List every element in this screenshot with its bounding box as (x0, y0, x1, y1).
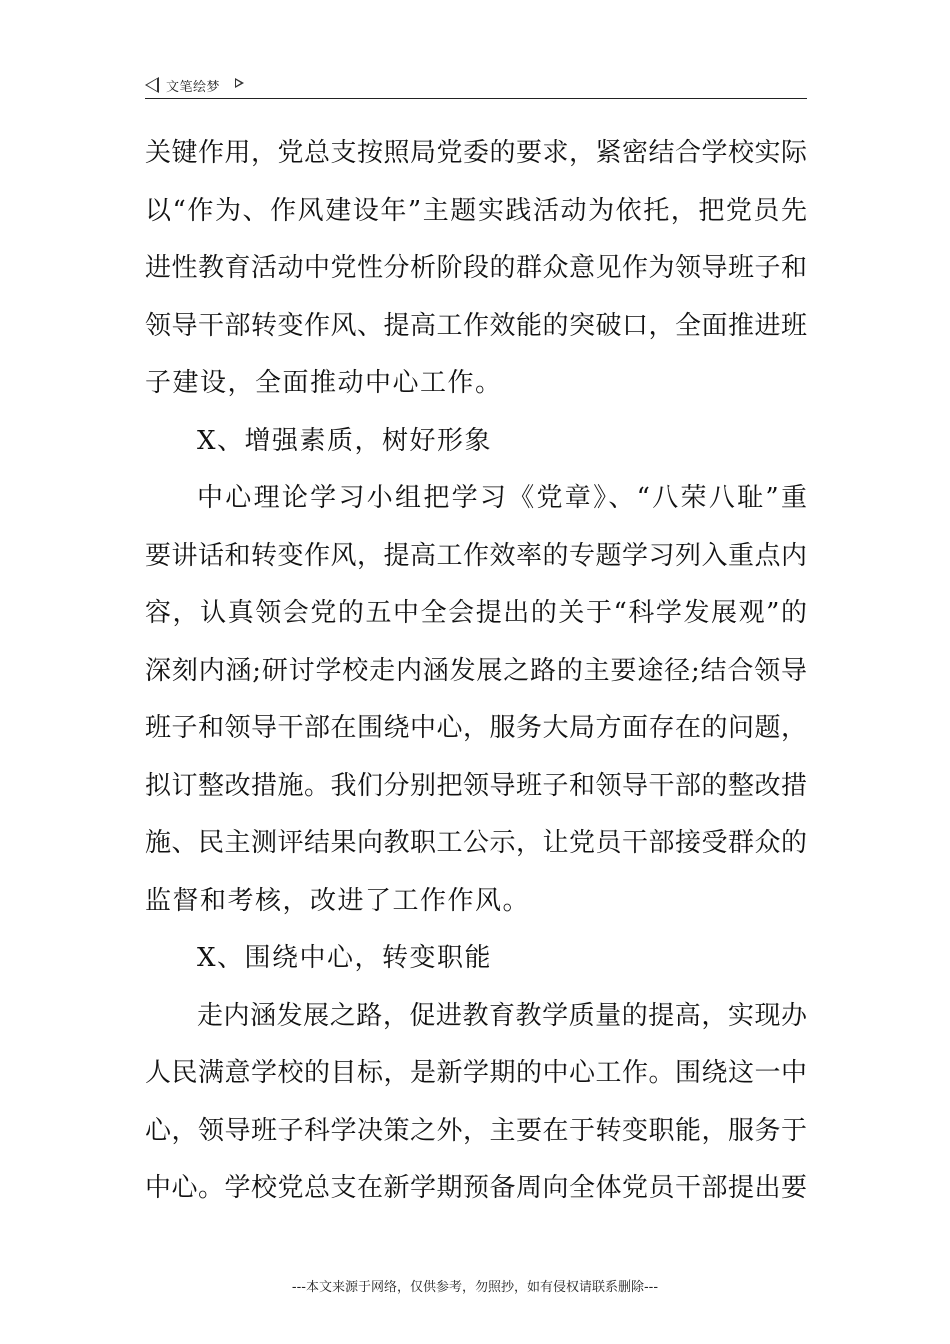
text-line: 心，领导班子科学决策之外，主要在于转变职能，服务于 (145, 1115, 807, 1146)
text-line: 中心。学校党总支在新学期预备周向全体党员干部提出要 (145, 1173, 807, 1203)
text-line: 监督和考核，改进了工作作风。 (145, 885, 531, 916)
text-line: 进性教育活动中党性分析阶段的群众意见作为领导班子和 (145, 253, 807, 283)
section-heading: X、围绕中心，转变职能 (197, 943, 493, 973)
header-brand: 文笔绘梦 (166, 80, 221, 95)
text-line: 拟订整改措施。我们分别把领导班子和领导干部的整改措 (145, 770, 807, 801)
text-line: 人民满意学校的目标，是新学期的中心工作。围绕这一中 (145, 1058, 807, 1088)
page-footer: ---本文来源于网络，仅供参考，勿照抄，如有侵权请联系删除--- (291, 1280, 659, 1295)
document-body (145, 128, 807, 1221)
text-line: 深刻内涵;研讨学校走内涵发展之路的主要途径;结合领导 (145, 655, 807, 686)
text-line: 走内涵发展之路，促进教育教学质量的提高，实现办 (197, 1000, 807, 1031)
text-line: 施、民主测评结果向教职工公示，让党员干部接受群众的 (145, 828, 807, 858)
text-line: 子建设，全面推动中心工作。 (145, 368, 503, 398)
triangle-right-icon (235, 78, 244, 88)
text-line: 中心理论学习小组把学习《党章》、“八荣八耻”重 (197, 483, 807, 513)
text-line: 以“作为、作风建设年”主题实践活动为依托，把党员先 (145, 195, 807, 226)
section-heading: X、增强素质，树好形象 (197, 425, 493, 456)
page-header (145, 72, 807, 99)
text-line: 要讲话和转变作风，提高工作效率的专题学习列入重点内 (145, 540, 807, 571)
triangle-left-icon (145, 77, 159, 93)
text-line: 班子和领导干部在围绕中心，服务大局方面存在的问题， (145, 713, 807, 743)
text-line: 领导干部转变作风、提高工作效能的突破口，全面推进班 (145, 310, 807, 341)
text-line: 关键作用，党总支按照局党委的要求，紧密结合学校实际 (145, 138, 807, 168)
text-line: 容，认真领会党的五中全会提出的关于“科学发展观”的 (145, 598, 807, 628)
